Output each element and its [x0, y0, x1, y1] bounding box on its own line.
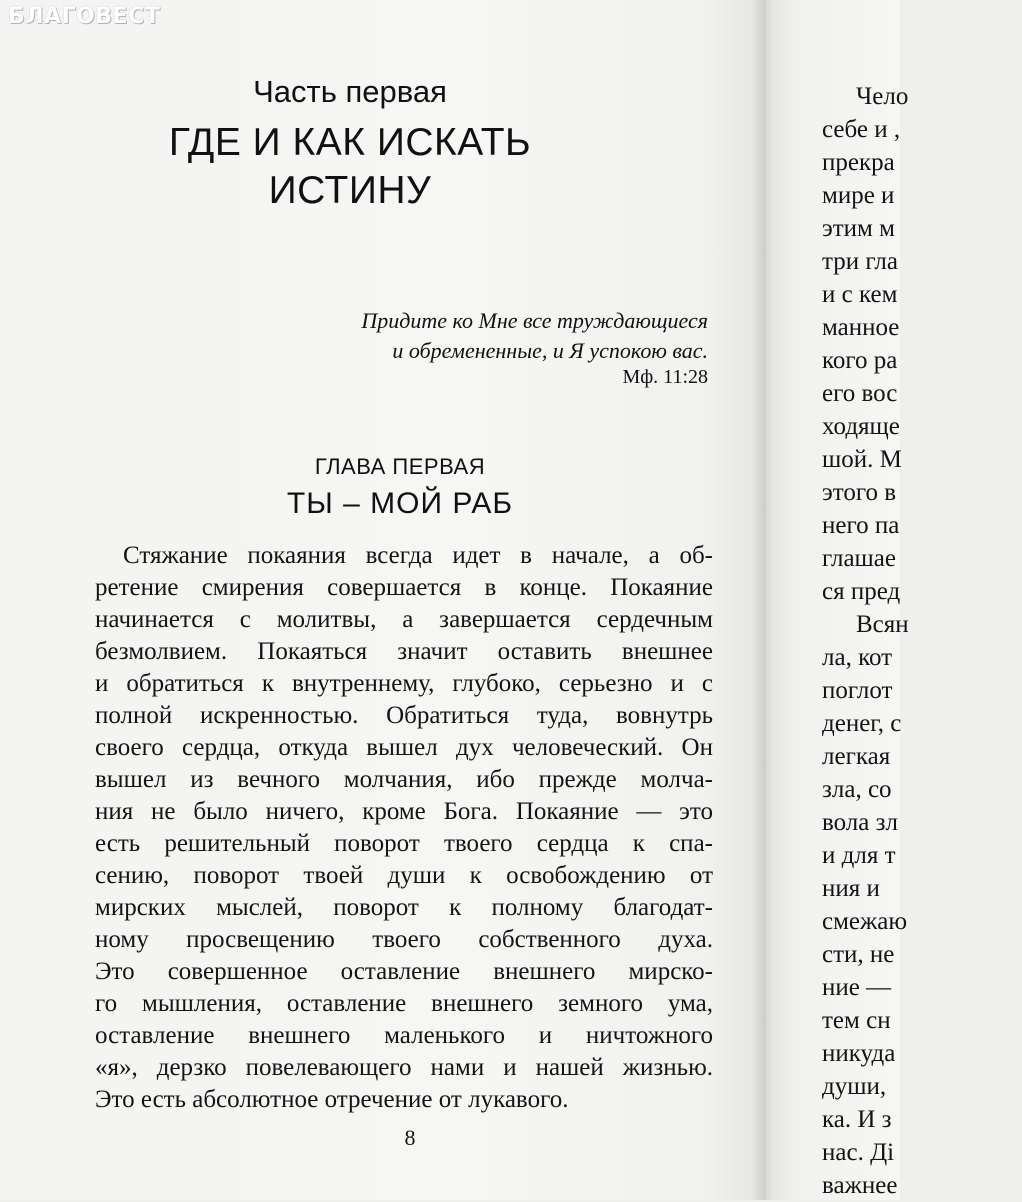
text-line: и для т	[822, 842, 896, 869]
text-line: «я», дерзко повелевающего нами и нашей жизнью.	[95, 1054, 713, 1081]
epigraph-reference: Мф. 11:28	[622, 366, 708, 388]
text-line: ходяще	[822, 413, 900, 440]
text-line: Это есть абсолютное отречение от лукавого.	[95, 1086, 569, 1113]
text-line: ся пред	[822, 578, 901, 605]
text-line: ла, кот	[822, 644, 893, 671]
text-line: глашае	[822, 545, 896, 572]
text-line: его вос	[822, 380, 898, 407]
text-line: денег, с	[822, 710, 902, 737]
text-line: мире и	[822, 182, 895, 209]
part-title: Часть первая	[253, 74, 447, 109]
text-line: три гла	[822, 248, 898, 275]
text-line: поглот	[822, 677, 893, 704]
main-title-line: ИСТИНУ	[268, 169, 432, 212]
text-line: Это совершенное оставление внешнего мирско-	[95, 958, 713, 985]
chapter-label: ГЛАВА ПЕРВАЯ	[314, 454, 486, 479]
text-line: ному просвещению твоего собственного духа.	[95, 926, 713, 953]
text-line: этим м	[822, 215, 895, 242]
text-line: ния и	[822, 875, 880, 902]
text-line: этого в	[822, 479, 897, 506]
text-line: себе и ,	[822, 116, 901, 143]
main-title	[0, 119, 700, 215]
text-line: вола зл	[822, 809, 898, 836]
text-line: мирских мыслей, поворот к полному благодат-	[95, 894, 713, 921]
text-line: полной искренностью. Обратиться туда, вовнутрь	[95, 702, 713, 729]
text-line: Чело	[856, 83, 909, 110]
epigraph-line: и обремененные, и Я успокою вас.	[392, 338, 708, 363]
text-line: сти, не	[822, 941, 895, 968]
text-line: манное	[822, 314, 900, 341]
main-title-line: ГДЕ И КАК ИСКАТЬ	[168, 121, 532, 164]
epigraph	[220, 306, 708, 366]
text-line: сению, поворот твоей души к освобождению от	[95, 862, 713, 889]
chapter-title: ТЫ – МОЙ РАБ	[286, 487, 514, 520]
text-line: нас. Ді	[822, 1139, 895, 1166]
text-line: тем сн	[822, 1007, 891, 1034]
text-line: и обратиться к внутреннему, глубоко, серьезно и с	[95, 670, 713, 697]
text-line: Всян	[856, 611, 909, 638]
right-page-text	[822, 80, 1022, 1202]
watermark-logo: БЛАГОВЕСТ	[8, 4, 161, 29]
text-line: оставление внешнего маленького и ничтожного	[95, 1022, 713, 1049]
text-line: зла, со	[822, 776, 892, 803]
text-line: ретение смирения совершается в конце. Покаяние	[95, 574, 713, 601]
text-line: важнее	[822, 1172, 898, 1199]
text-line: го мышления, оставление внешнего земного ума,	[95, 990, 713, 1017]
text-line: своего сердца, откуда вышел дух человеческий. Он	[95, 734, 713, 761]
text-line: шой. М	[822, 446, 902, 473]
text-line: безмолвием. Покаяться значит оставить внешнее	[95, 638, 713, 665]
text-line: прекра	[822, 149, 895, 176]
text-line: начинается с молитвы, а завершается сердечным	[95, 606, 713, 633]
text-line: ка. И з	[822, 1106, 892, 1133]
text-line: него па	[822, 512, 900, 539]
text-line: и с кем	[822, 281, 898, 308]
text-line: смежаю	[822, 908, 908, 935]
text-line: легкая	[822, 743, 891, 770]
text-line: никуда	[822, 1040, 896, 1067]
text-line: ние —	[822, 974, 892, 1001]
text-line: кого ра	[822, 347, 898, 374]
text-line: души,	[822, 1073, 887, 1100]
page-number: 8	[404, 1125, 416, 1150]
epigraph-line: Придите ко Мне все труждающиеся	[361, 308, 708, 333]
text-line: вышел из вечного молчания, ибо прежде молча-	[95, 766, 713, 793]
body-paragraph	[95, 540, 713, 1116]
text-line: ния не было ничего, кроме Бога. Покаяние — это	[95, 798, 713, 825]
text-line: Стяжание покаяния всегда идет в начале, а об-	[123, 542, 713, 569]
text-line: есть решительный поворот твоего сердца к спа-	[95, 830, 713, 857]
